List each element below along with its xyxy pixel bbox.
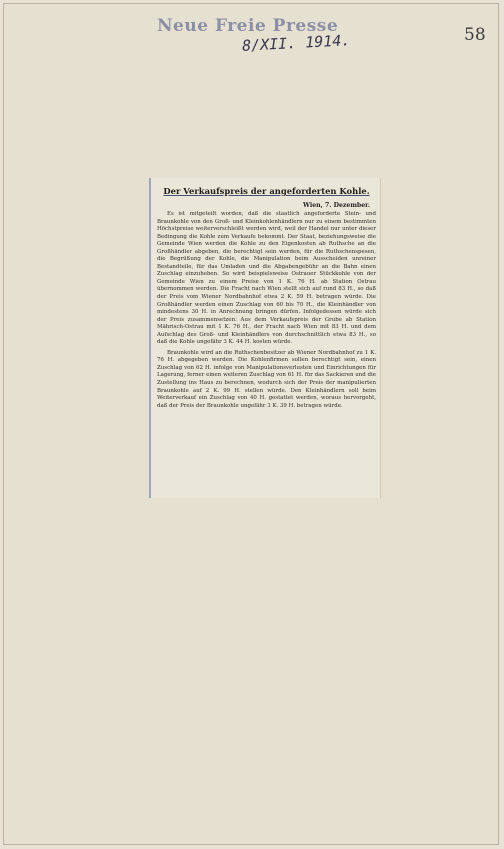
- article-paragraph: Es ist mitgeteilt worden, daß die staatlich angeforderte Stein- und Braunkohle von den Groß- und Kleinkohlenhändlern nur zu einem bestimmten Höchstpreise weiterverschleißt werden wird, weil der Handel nur unter dieser Bedingung die Kohle zum Verkaufe bekommt. Der Staat, beziehungsweise die Gemeinde Wien werden die Kohle zu den Eigenkosten ab Ruthsche an die Großhändler abgeben, die berechtigt sein werden, für die Ruthschenspesen, die Begrüßung der Kohle, die Manipulation beim Ausscheiden unreiner Bestandteile, für das Umladen und die Abgabengebühr an die Bahn einen Zuschlag einzuheben. So wird beispielsweise Ostrauer Stückkohle von der Gemeinde Wien zu einem Preise von 1 K. 76 H. ab Station Ostrau übernommen werden. Die Fracht nach Wien stellt sich auf rund 83 H., so daß der Preis vom Wiener Nordbahnhof etwa 2 K. 59 H. betragen würde. Die Großhändler werden einen Zuschlag von 60 bis 70 H., die Kleinhändler von mindestens 30 H. in Anrechnung bringen dürfen. Infolgedessen würde sich der Preis zusammensetzen: Aus dem Verkaufspreis der Grube ab Station Mährisch-Ostrau mit 1 K. 76 H., der Fracht nach Wien mit 83 H. und dem Aufschlag des Groß- und Kleinhändlers von durchschnittlich etwa 83 H., so daß die Kohle ungefähr 3 K. 44 H. kosten würde.: [157, 211, 376, 346]
- newspaper-stamp: Neue Freie Presse: [157, 16, 339, 36]
- article-paragraph: Braunkohle wird an die Ruthschenbesitzer ab Wiener Nordbahnhof zu 1 K. 76 H. abgegeben werden. Die Kohlenfirmen sollen berechtigt sein, einen Zuschlag von 62 H. infolge von Manipulationsverlusten und Einrichtungen für Lagerung, ferner einen weiteren Zuschlag von 61 H. für das Sackieren und die Zustellung ins Haus zu berechnen, wodurch sich der Preis der manipulierten Braunkohle auf 2 K. 99 H. stellen würde. Den Kleinhändlern soll beim Weiterverkauf ein Zuschlag von 40 H. gestattet werden, woraus hervorgeht, daß der Preis der Braunkohle ungefähr 3 K. 39 H. betragen würde.: [157, 349, 376, 409]
- handwritten-date: 8/XII. 1914.: [241, 31, 351, 55]
- archive-page: [3, 3, 499, 845]
- article-headline: Der Verkaufspreis der angeforderten Kohle.: [163, 186, 370, 196]
- article-dateline: Wien, 7. Dezember.: [303, 202, 370, 209]
- page-number: 58: [464, 25, 486, 45]
- newspaper-clipping: [149, 178, 381, 498]
